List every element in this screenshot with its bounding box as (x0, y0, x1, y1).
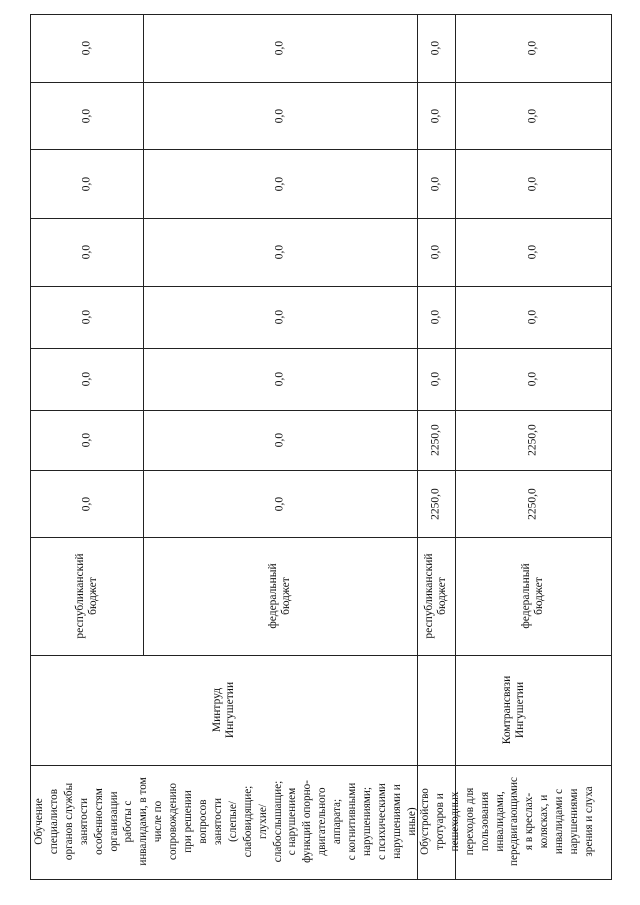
cell-value: 0,0 (80, 176, 93, 191)
executor-cell (417, 655, 611, 765)
funding-source-label: федеральный бюджет (520, 563, 545, 629)
cell-value: 2250,0 (429, 487, 442, 520)
measure-cell (30, 765, 417, 880)
funding-source-label: республиканский бюджет (73, 553, 99, 639)
cell-value: 0,0 (526, 176, 539, 191)
table-cell (30, 286, 143, 348)
table-cell (417, 82, 455, 149)
cell-value: 0,0 (429, 371, 442, 387)
cell-value: 0,0 (273, 371, 286, 387)
funding-source-label: республиканский бюджет (423, 553, 448, 639)
table-cell (30, 149, 143, 218)
table-cell (143, 218, 417, 286)
table-cell (143, 14, 417, 82)
table-cell (455, 82, 611, 149)
cell-value: 0,0 (273, 244, 286, 260)
cell-value: 0,0 (429, 309, 442, 325)
table-cell (417, 348, 455, 410)
cell-value: 0,0 (80, 40, 93, 56)
funding-source-cell (417, 537, 455, 655)
cell-value: 0,0 (526, 108, 539, 123)
table-cell (455, 348, 611, 410)
table-cell (417, 149, 455, 218)
table-cell (455, 14, 611, 82)
measure-description: Обустройство тротуаров и пешеходных переходов для пользования инвалидами, передвигающимис я в креслах- колясках, и инвалидами с нарушениями зрения и слуха (419, 777, 595, 866)
cell-value: 0,0 (80, 309, 93, 325)
cell-value: 0,0 (273, 309, 286, 325)
cell-value: 0,0 (80, 496, 93, 511)
cell-value: 0,0 (80, 371, 93, 387)
table-cell (143, 410, 417, 470)
funding-source-label: федеральный бюджет (267, 563, 292, 629)
table-cell (455, 286, 611, 348)
table-cell (455, 218, 611, 286)
table-cell (417, 218, 455, 286)
cell-value: 0,0 (273, 496, 286, 511)
table-cell (30, 14, 143, 82)
executor-label: Минтруд Ингушетии (210, 681, 236, 739)
table-cell (455, 149, 611, 218)
table-cell (455, 470, 611, 537)
table-cell (417, 14, 455, 82)
cell-value: 0,0 (80, 244, 93, 260)
table-cell (455, 410, 611, 470)
cell-value: 0,0 (80, 108, 93, 123)
table-cell (143, 149, 417, 218)
funding-source-cell (143, 537, 417, 655)
cell-value: 0,0 (429, 176, 442, 191)
table-cell (143, 470, 417, 537)
funding-source-cell (30, 537, 143, 655)
funding-source-cell (455, 537, 611, 655)
table-cell (417, 410, 455, 470)
cell-value: 0,0 (429, 244, 442, 260)
table-cell (143, 82, 417, 149)
cell-value: 2250,0 (526, 487, 539, 520)
table-cell (143, 286, 417, 348)
cell-value: 0,0 (526, 244, 539, 260)
table-cell (417, 286, 455, 348)
executor-cell (30, 655, 417, 765)
cell-value: 0,0 (526, 309, 539, 325)
cell-value: 2250,0 (526, 424, 539, 456)
table-cell (143, 348, 417, 410)
table-cell (30, 470, 143, 537)
cell-value: 0,0 (429, 108, 442, 123)
table-cell (30, 410, 143, 470)
cell-value: 0,0 (429, 40, 442, 56)
cell-value: 0,0 (273, 176, 286, 191)
cell-value: 0,0 (273, 432, 286, 448)
measure-description: Обучение специалистов органов службы занятости особенностям организации работы с инвалидами, в том числе по сопровождению при решении вопросов занятости (слепые/ слабовидящие; глухие/ слабослышащие; с нарушением функций опорно- двигательного аппарата; с когнитивными нарушениями; с психическими нарушениями и иные) (33, 777, 418, 866)
table-cell (30, 348, 143, 410)
measure-cell (417, 765, 611, 880)
cell-value: 0,0 (526, 371, 539, 387)
cell-value: 0,0 (80, 432, 93, 448)
cell-value: 0,0 (273, 108, 286, 123)
cell-value: 0,0 (526, 40, 539, 56)
table-cell (30, 218, 143, 286)
cell-value: 0,0 (273, 40, 286, 56)
executor-label: Комтрансвязи Ингушетии (501, 675, 526, 745)
cell-value: 2250,0 (429, 424, 442, 456)
table-cell (417, 470, 455, 537)
table-cell (30, 82, 143, 149)
